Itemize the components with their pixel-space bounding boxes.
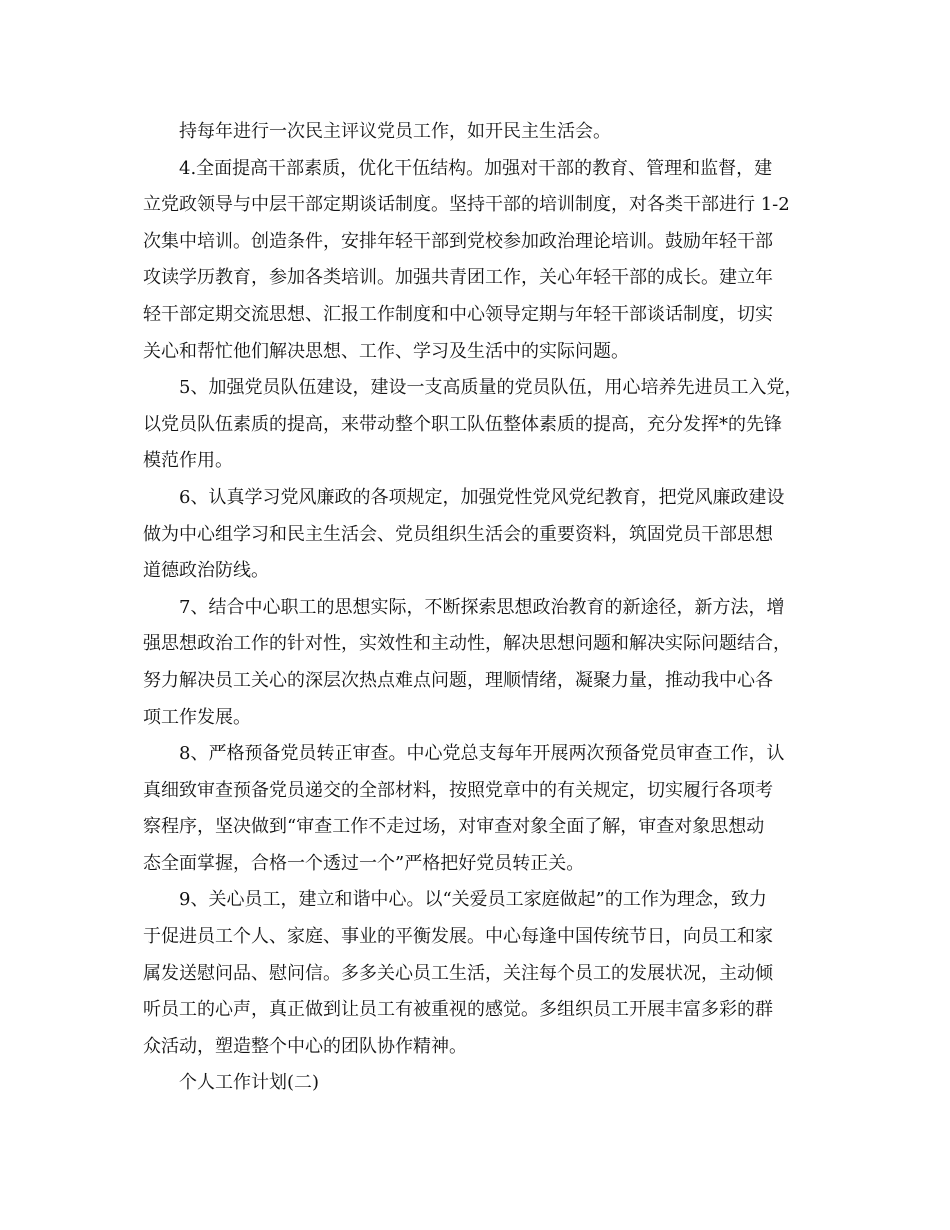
text-line: 道德政治防线。 (143, 560, 269, 582)
paragraph (143, 114, 808, 151)
text-line: 以党员队伍素质的提高，来带动整个职工队伍整体素质的提高，充分发挥*的先锋 (143, 413, 782, 435)
paragraph (143, 480, 808, 590)
text-line: 8、严格预备党员转正审查。中心党总支每年开展两次预备党员审查工作，认 (179, 743, 785, 765)
section-heading (143, 1065, 808, 1102)
text-line: 模范作用。 (143, 450, 233, 472)
text-line: 做为中心组学习和民主生活会、党员组织生活会的重要资料，筑固党员干部思想 (143, 523, 773, 545)
text-line: 7、结合中心职工的思想实际，不断探索思想政治教育的新途径，新方法，增 (179, 596, 785, 618)
document-body (143, 114, 808, 1102)
text-line: 于促进员工个人、家庭、事业的平衡发展。中心每逢中国传统节日，向员工和家 (143, 926, 773, 948)
text-line: 次集中培训。创造条件，安排年轻干部到党校参加政治理论培训。鼓励年轻干部 (143, 230, 773, 252)
text-line: 轻干部定期交流思想、汇报工作制度和中心领导定期与年轻干部谈话制度，切实 (143, 303, 773, 325)
text-line: 众活动，塑造整个中心的团队协作精神。 (143, 1035, 467, 1057)
text-line: 强思想政治工作的针对性，实效性和主动性，解决思想问题和解决实际问题结合， (143, 633, 791, 655)
text-line: 态全面掌握，合格一个透过一个”严格把好党员转正关。 (143, 852, 585, 874)
paragraph (143, 370, 808, 480)
text-line: 真细致审查预备党员递交的全部材料，按照党章中的有关规定，切实履行各项考 (143, 779, 773, 801)
text-line: 6、认真学习党风廉政的各项规定，加强党性党风党纪教育，把党风廉政建设 (179, 486, 785, 508)
text-line: 持每年进行一次民主评议党员工作，如开民主生活会。 (179, 121, 611, 142)
paragraph (143, 590, 808, 736)
text-line: 听员工的心声，真正做到让员工有被重视的感觉。多组织员工开展丰富多彩的群 (143, 999, 773, 1021)
paragraph (143, 736, 808, 882)
text-line: 攻读学历教育，参加各类培训。加强共青团工作，关心年轻干部的成长。建立年 (143, 267, 773, 289)
paragraph (143, 882, 808, 1065)
text-line: 察程序，坚决做到“审查工作不走过场，对审查对象全面了解，审查对象思想动 (143, 816, 765, 838)
paragraph (143, 151, 808, 371)
text-line: 个人工作计划(二) (179, 1072, 320, 1094)
text-line: 4.全面提高干部素质，优化干伍结构。加强对干部的教育、管理和监督，建 (179, 157, 773, 179)
text-line: 关心和帮忙他们解决思想、工作、学习及生活中的实际问题。 (143, 340, 629, 362)
text-line: 属发送慰问品、慰问信。多多关心员工生活，关注每个员工的发展状况，主动倾 (143, 962, 773, 984)
text-line: 5、加强党员队伍建设，建设一支高质量的党员队伍，用心培养先进员工入党， (179, 377, 803, 399)
text-line: 努力解决员工关心的深层次热点难点问题，理顺情绪，凝聚力量，推动我中心各 (143, 669, 773, 691)
text-line: 9、关心员工，建立和谐中心。以“关爱员工家庭做起”的工作为理念，致力 (179, 889, 767, 911)
text-line: 立党政领导与中层干部定期谈话制度。坚持干部的培训制度，对各类干部进行 1-2 (143, 194, 790, 216)
text-line: 项工作发展。 (143, 706, 251, 728)
